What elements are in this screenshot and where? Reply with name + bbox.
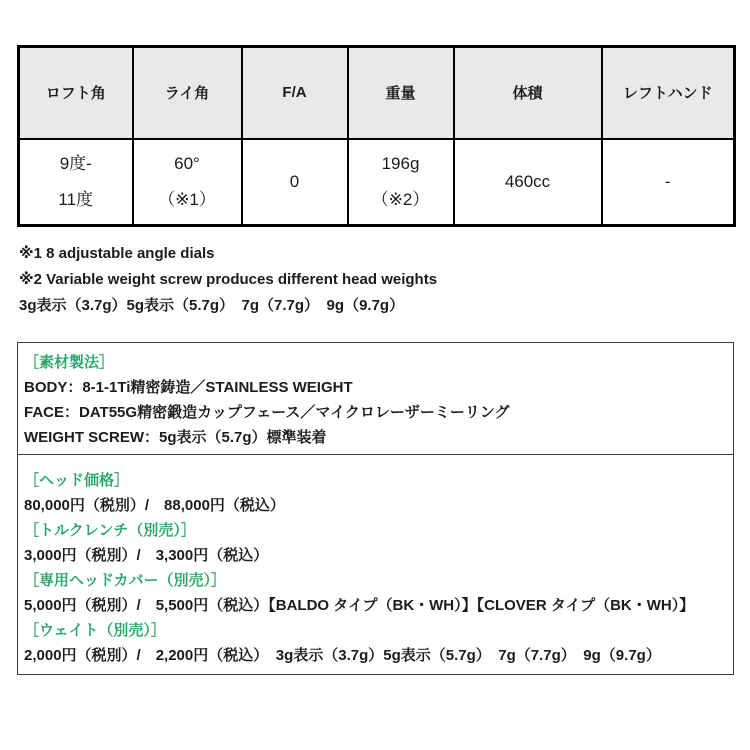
cell-lie-angle — [133, 139, 242, 226]
cell-weight — [348, 139, 454, 226]
header-left-hand: レフトハンド — [602, 47, 735, 139]
cell-volume-line1: 460cc — [504, 171, 551, 191]
cell-left-hand-line1: - — [664, 171, 671, 191]
head-price-value: 80,000円（税別）/ 88,000円（税込） — [24, 497, 285, 514]
head-cover-label: ［専用ヘッドカバー（別売）］ — [24, 572, 227, 589]
header-fa: F/A — [242, 47, 348, 139]
head-cover-price: 5,000円（税別）/ 5,500円（税込）【BALDO タイプ（BK・WH）】【CLOVER タイプ（BK・WH）】 — [24, 597, 695, 614]
torque-wrench-price: 3,000円（税別）/ 3,300円（税込） — [24, 547, 269, 564]
spec-table-value-row — [19, 139, 735, 226]
material-face-line: FACE：DAT55G精密鍛造カップフェース／マイクロレーザーミーリング — [24, 404, 510, 421]
weight-option-label: ［ウェイト（別売）］ — [24, 622, 166, 639]
cell-volume — [454, 139, 602, 226]
spec-table-header-row — [19, 47, 735, 139]
weight-option-price: 2,000円（税別）/ 2,200円（税込） 3g表示（3.7g）5g表示（5.7g） 7g（7.7g） 9g（9.7g） — [24, 647, 661, 664]
material-section-label: ［素材製法］ — [24, 354, 115, 371]
material-body-line: BODY：8-1-1Ti精密鋳造／STAINLESS WEIGHT — [24, 379, 353, 396]
spec-table — [17, 45, 736, 227]
cell-weight-line2: （※2） — [371, 189, 430, 209]
material-weight-screw-line: WEIGHT SCREW：5g表示（5.7g）標準装着 — [24, 429, 327, 446]
footnote-2: ※2 Variable weight screw produces different head weights — [19, 271, 438, 288]
material-section — [18, 343, 733, 454]
head-price-label: ［ヘッド価格］ — [24, 472, 130, 489]
header-volume: 体積 — [454, 47, 602, 139]
cell-lie-line1: 60° — [174, 153, 200, 173]
footnote-1: ※1 8 adjustable angle dials — [19, 245, 215, 262]
cell-weight-line1: 196g — [381, 153, 420, 173]
cell-fa-line1: 0 — [289, 171, 300, 191]
cell-left-hand — [602, 139, 735, 226]
header-loft-angle: ロフト角 — [19, 47, 133, 139]
footnote-weight-options: 3g表示（3.7g）5g表示（5.7g） 7g（7.7g） 9g（9.7g） — [19, 297, 405, 314]
cell-loft-line1: 9度- — [59, 153, 92, 173]
header-lie-angle: ライ角 — [133, 47, 242, 139]
footnotes — [17, 241, 734, 319]
pricing-section — [18, 454, 733, 674]
header-weight: 重量 — [348, 47, 454, 139]
details-box — [17, 342, 734, 675]
cell-loft-angle — [19, 139, 133, 226]
cell-lie-line2: （※1） — [158, 189, 216, 209]
cell-loft-line2: 11度 — [58, 189, 94, 209]
cell-fa — [242, 139, 348, 226]
torque-wrench-label: ［トルクレンチ（別売）］ — [24, 522, 196, 539]
